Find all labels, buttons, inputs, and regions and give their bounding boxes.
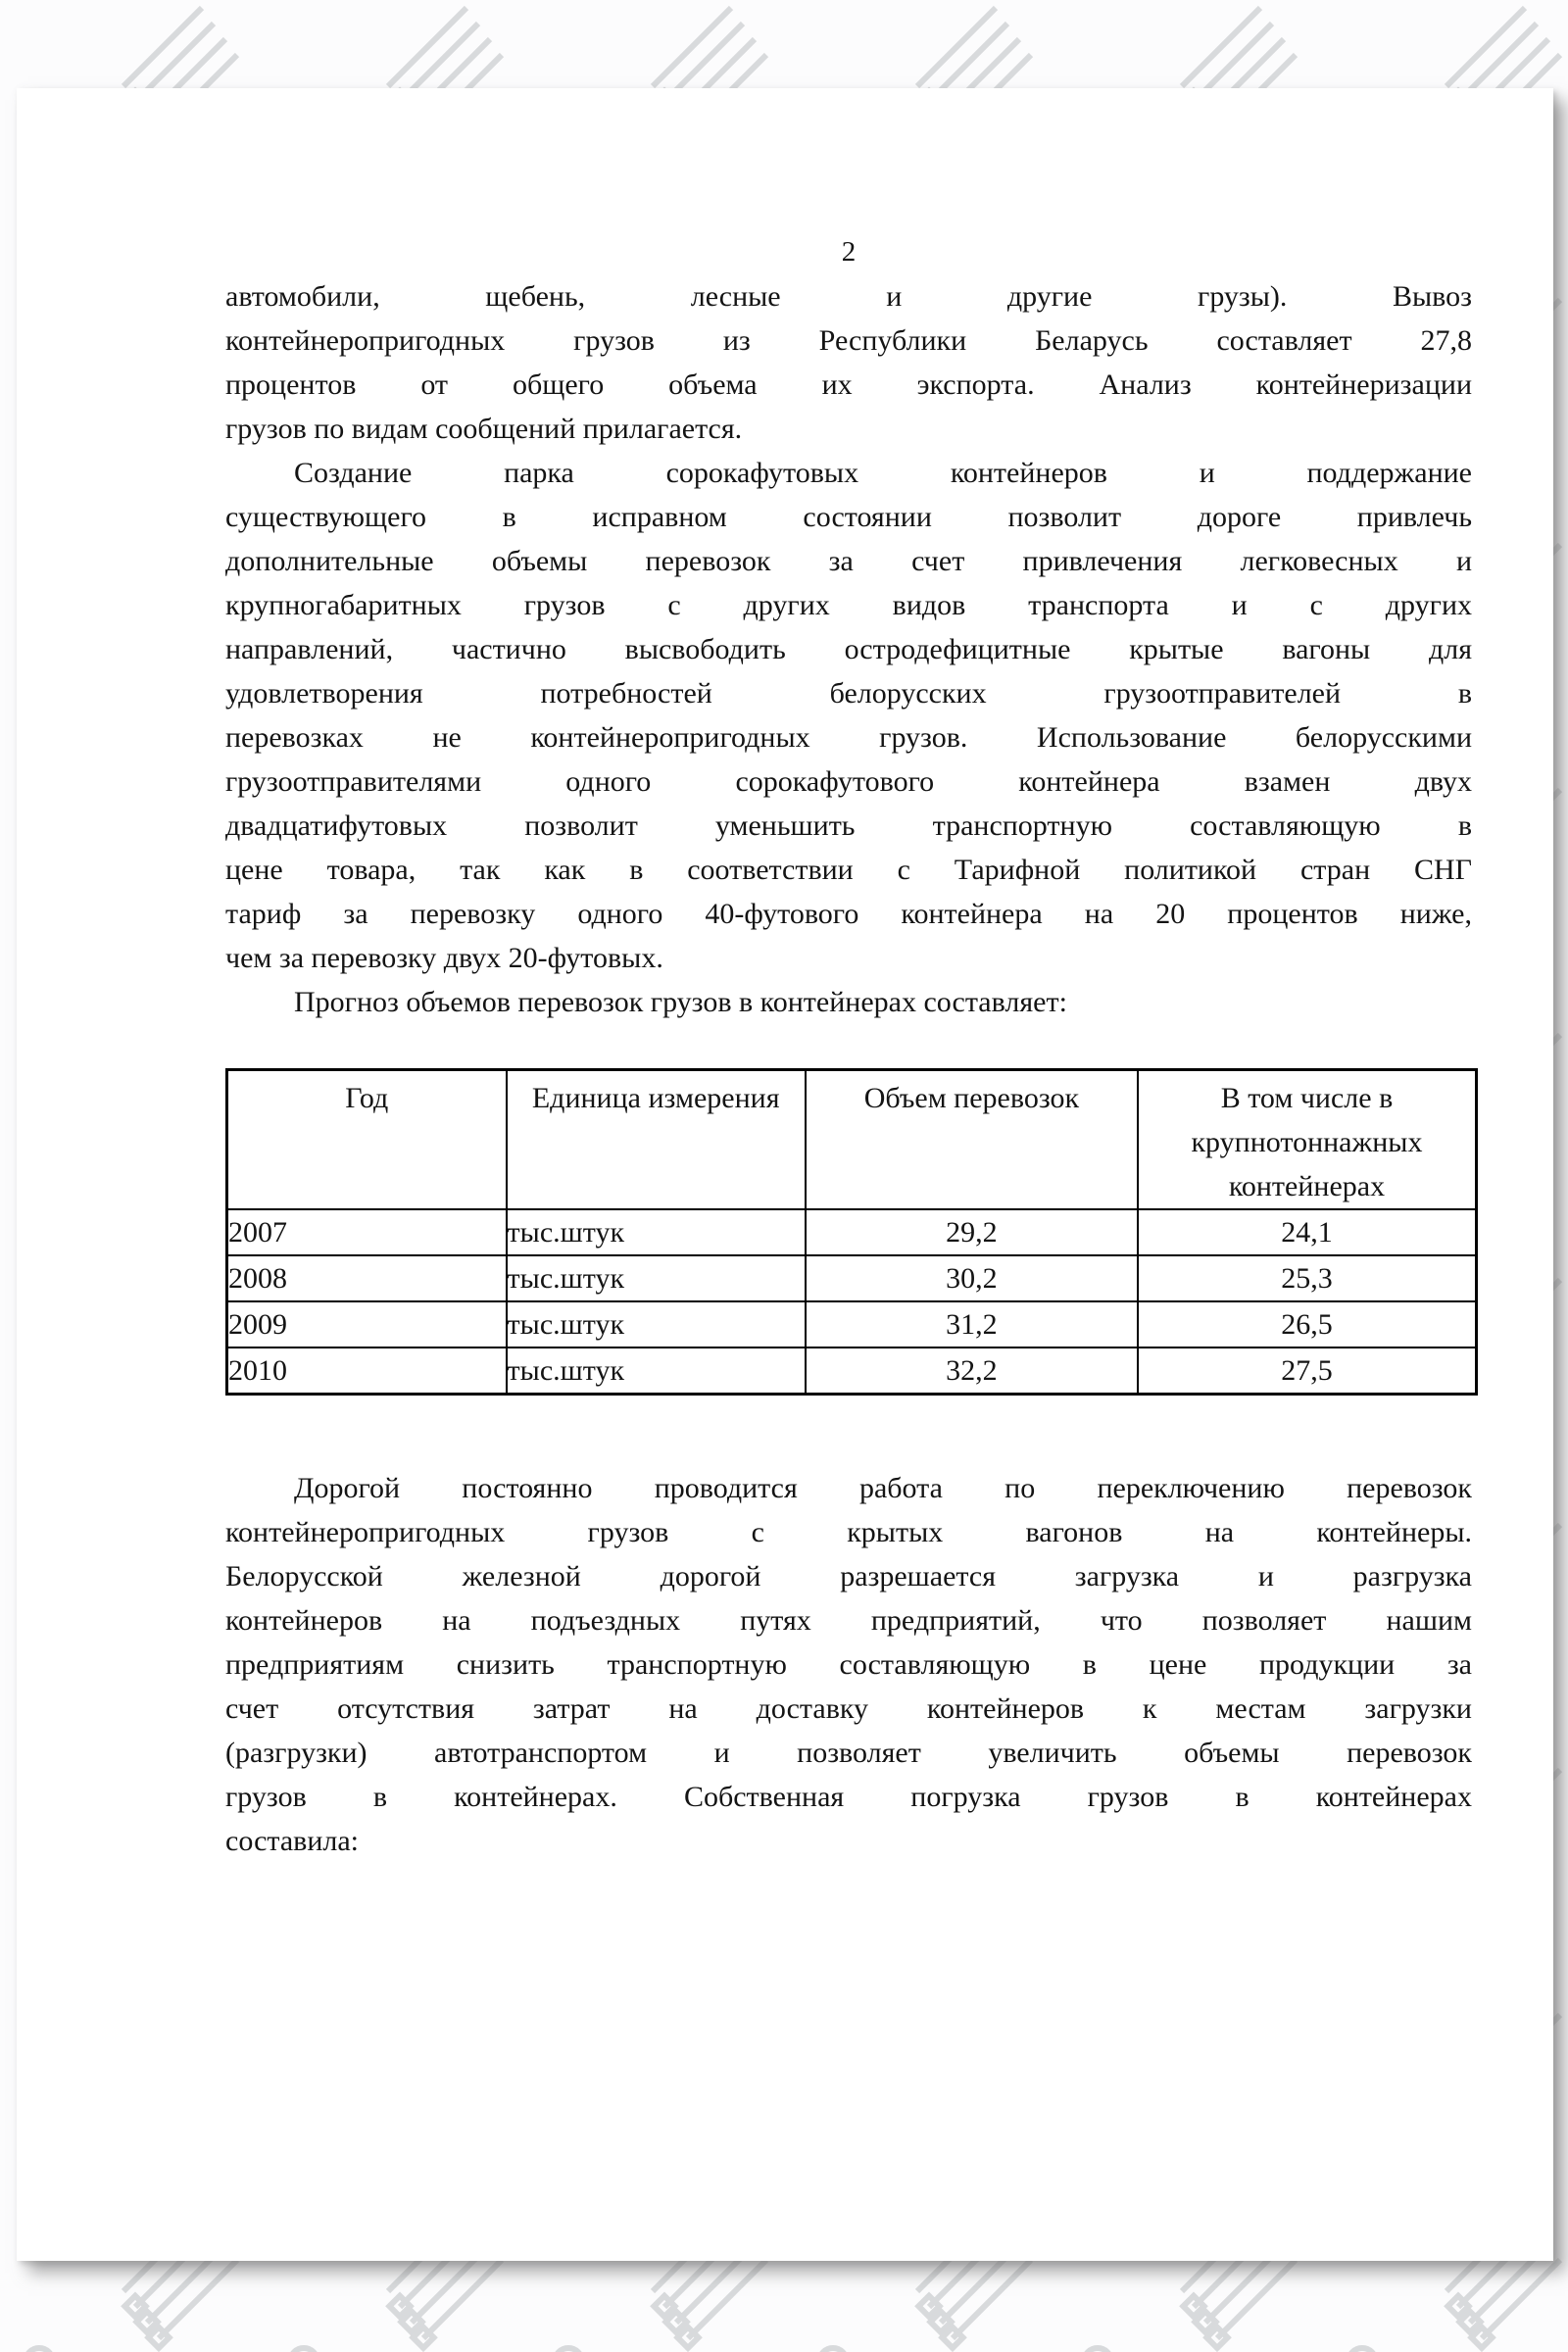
text-line: Создание парка сорокафутовых контейнеров и поддержание [294, 457, 1472, 489]
text-line: перевозках не контейнеропригодных грузов. Использование белорусскими [225, 721, 1472, 754]
text-line: удовлетворения потребностей белорусских грузоотправителей в [225, 677, 1472, 710]
text-line: процентов от общего объема их экспорта. Анализ контейнеризации [225, 368, 1472, 401]
forecast-table [225, 1068, 1478, 1396]
table-cell: 29,2 [806, 1209, 1138, 1255]
text-line: направлений, частично высвободить остродефицитные крытые вагоны для [225, 633, 1472, 665]
table-cell: тыс.штук [507, 1255, 806, 1301]
table-cell: 27,5 [1138, 1348, 1477, 1395]
text-line: контейнеров на подъездных путях предприятий, что позволяет нашим [225, 1604, 1472, 1637]
table-cell: 2009 [227, 1301, 507, 1348]
table-row [227, 1209, 1477, 1255]
table-cell: тыс.штук [507, 1301, 806, 1348]
document-page [17, 88, 1553, 2261]
document-content [225, 88, 1472, 1863]
text-line: составила: [225, 1825, 360, 1857]
text-line: тариф за перевозку одного 40-футового контейнера на 20 процентов ниже, [225, 898, 1472, 930]
text-line: дополнительные объемы перевозок за счет привлечения легковесных и [225, 545, 1472, 577]
table-cell: 2010 [227, 1348, 507, 1395]
table-cell: 32,2 [806, 1348, 1138, 1395]
text-line: Дорогой постоянно проводится работа по переключению перевозок [294, 1472, 1472, 1504]
table-cell: 25,3 [1138, 1255, 1477, 1301]
table-row [227, 1348, 1477, 1395]
text-line: Прогноз объемов перевозок грузов в контейнерах составляет: [294, 986, 1067, 1018]
paragraph-2 [225, 451, 1472, 980]
text-line: контейнеропригодных грузов с крытых вагонов на контейнеры. [225, 1516, 1472, 1548]
paragraph-3 [225, 980, 1472, 1024]
text-line: грузоотправителями одного сорокафутового контейнера взамен двух [225, 765, 1472, 798]
table-cell: 24,1 [1138, 1209, 1477, 1255]
text-line: существующего в исправном состоянии позволит дороге привлечь [225, 501, 1472, 533]
text-line: контейнеропригодных грузов из Республики Беларусь составляет 27,8 [225, 324, 1472, 357]
table-cell: 2008 [227, 1255, 507, 1301]
table-cell: 31,2 [806, 1301, 1138, 1348]
text-line: чем за перевозку двух 20-футовых. [225, 942, 663, 974]
table-row [227, 1301, 1477, 1348]
table-header-cell: В том числе в крупнотоннажных контейнерах [1138, 1070, 1477, 1210]
table-cell: 26,5 [1138, 1301, 1477, 1348]
text-line: автомобили, щебень, лесные и другие грузы). Вывоз [225, 280, 1472, 313]
table-header-cell: Год [227, 1070, 507, 1210]
table-header-row [227, 1070, 1477, 1210]
text-line: двадцатифутовых позволит уменьшить транспортную составляющую в [225, 809, 1472, 842]
table-header-cell: Объем перевозок [806, 1070, 1138, 1210]
text-line: (разгрузки) автотранспортом и позволяет увеличить объемы перевозок [225, 1737, 1472, 1769]
paragraph-1 [225, 274, 1472, 451]
table-row [227, 1255, 1477, 1301]
text-line: цене товара, так как в соответствии с Тарифной политикой стран СНГ [225, 854, 1472, 886]
text-line: Белорусской железной дорогой разрешается загрузка и разгрузка [225, 1560, 1472, 1592]
table-cell: 2007 [227, 1209, 507, 1255]
table-cell: тыс.штук [507, 1348, 806, 1395]
text-line: грузов по видам сообщений прилагается. [225, 413, 743, 445]
text-line: предприятиям снизить транспортную составляющую в цене продукции за [225, 1648, 1472, 1681]
text-line: счет отсутствия затрат на доставку контейнеров к местам загрузки [225, 1692, 1472, 1725]
page-number: 2 [841, 236, 857, 268]
text-line: крупногабаритных грузов с других видов транспорта и с других [225, 589, 1472, 621]
text-line: грузов в контейнерах. Собственная погрузка грузов в контейнерах [225, 1781, 1472, 1813]
table-header-cell: Единица измерения [507, 1070, 806, 1210]
table-cell: тыс.штук [507, 1209, 806, 1255]
table-cell: 30,2 [806, 1255, 1138, 1301]
paragraph-4 [225, 1466, 1472, 1863]
